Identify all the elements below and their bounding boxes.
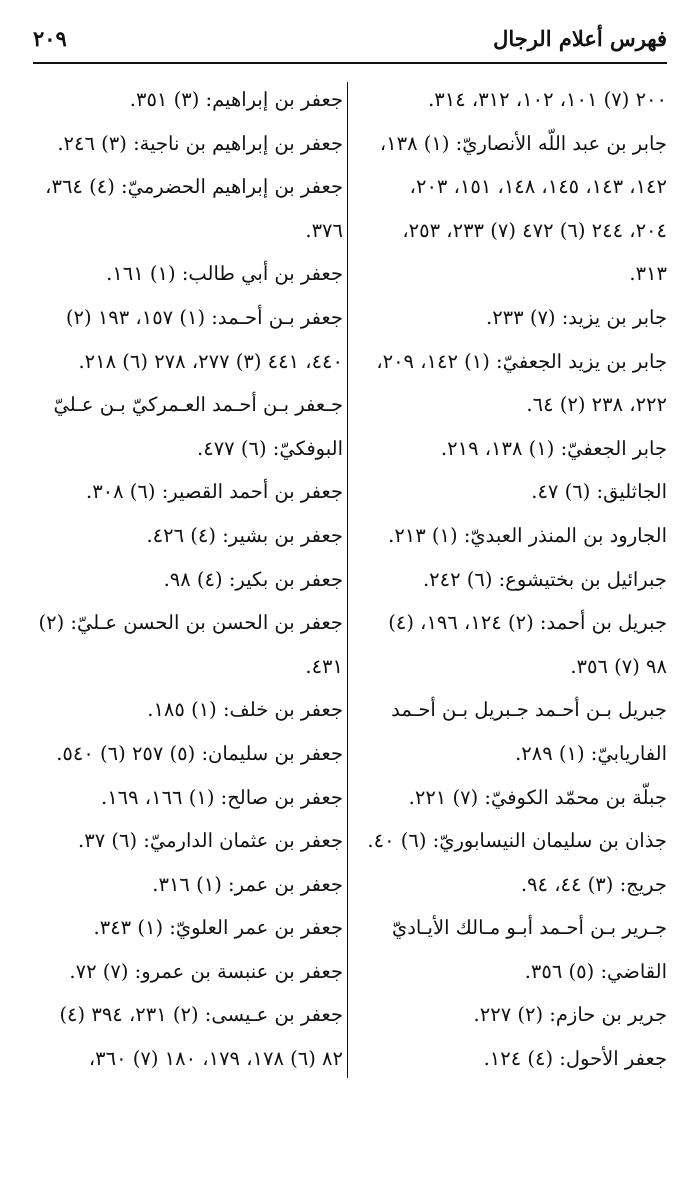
- index-line: جـرير بـن أحـمد أبـو مـالك الأيـاديّ: [391, 916, 667, 940]
- index-line: جعفر بن عثمان الدارميّ: (٦) ٣٧.: [78, 829, 343, 853]
- column-divider: [347, 82, 348, 1078]
- index-line: جرير بن حازم: (٢) ٢٢٧.: [473, 1003, 667, 1027]
- index-line: جبريل بـن أحـمد جـبريل بـن أحـمد: [391, 698, 667, 722]
- index-line: القاضي: (٥) ٣٥٦.: [524, 959, 667, 983]
- index-line: جعفر بن سليمان: (٥) ٢٥٧ (٦) ٥٤٠.: [56, 741, 343, 765]
- page-header: [33, 22, 667, 64]
- index-line: جعفر بن بكير: (٤) ٩٨.: [163, 567, 343, 591]
- index-line: ٣٧٦.: [305, 218, 343, 242]
- index-line: جابر بن يزيد الجعفيّ: (١) ١٤٢، ٢٠٩،: [376, 349, 667, 373]
- index-line: جعفر بن إبراهيم الحضرميّ: (٤) ٣٦٤،: [45, 175, 343, 199]
- index-line: جبلّة بن محمّد الكوفيّ: (٧) ٢٢١.: [408, 785, 667, 809]
- index-line: ٢٠٤، ٢٤٤ (٦) ٤٧٢ (٧) ٢٣٣، ٢٥٣،: [402, 218, 667, 242]
- index-line: جعفر بن إبراهيم: (٣) ٣٥١.: [129, 88, 343, 111]
- index-line: الجاثليق: (٦) ٤٧.: [531, 480, 667, 504]
- index-line: البوفكيّ: (٦) ٤٧٧.: [197, 436, 343, 460]
- index-line: جذان بن سليمان النيسابوريّ: (٦) ٤٠.: [367, 829, 667, 853]
- index-line: ٤٤٠، ٤٤١ (٣) ٢٧٧، ٢٧٨ (٦) ٢١٨.: [78, 349, 343, 373]
- index-line: جبريل بن أحمد: (٢) ١٢٤، ١٩٦، (٤): [388, 611, 667, 635]
- index-line: جعفر الأحول: (٤) ١٢٤.: [483, 1047, 667, 1071]
- index-line: ٢٠٠ (٧) ١٠١، ١٠٢، ٣١٢، ٣١٤.: [428, 88, 667, 111]
- index-line: الجارود بن المنذر العبديّ: (١) ٢١٣.: [388, 523, 667, 547]
- index-line: جعفر بن عنبسة بن عمرو: (٧) ٧٢.: [69, 959, 343, 983]
- index-line: جعفر بن عـيسى: (٢) ٢٣١، ٣٩٤ (٤): [59, 1003, 343, 1027]
- index-column-left: [33, 78, 343, 1081]
- index-line: جريج: (٣) ٤٤، ٩٤.: [520, 872, 667, 896]
- index-line: جابر بن يزيد: (٧) ٢٣٣.: [486, 305, 667, 329]
- index-line: جابر بن عبد اللّه الأنصاريّ: (١) ١٣٨،: [379, 131, 667, 155]
- index-line: جعفر بن إبراهيم بن ناجية: (٣) ٢٤٦.: [57, 131, 343, 155]
- index-line: جعفر بـن أحـمد: (١) ١٥٧، ١٩٣ (٢): [65, 305, 343, 329]
- running-title: فهرس أعلام الرجال: [493, 26, 667, 51]
- index-line: ٢٢٢، ٢٣٨ (٢) ٦٤.: [526, 393, 667, 417]
- index-line: جعفر بن الحسن بن الحسن عـليّ: (٢): [38, 611, 343, 635]
- index-line: جابر الجعفيّ: (١) ١٣٨، ٢١٩.: [440, 436, 667, 460]
- page-number: ٢٠٩: [33, 26, 67, 51]
- index-line: جعفر بن عمر العلويّ: (١) ٣٤٣.: [93, 916, 343, 940]
- index-line: جبرائيل بن بختيشوع: (٦) ٢٤٢.: [422, 567, 667, 591]
- index-line: الفاريابيّ: (١) ٢٨٩.: [515, 741, 667, 765]
- index-line: ٤٣١.: [305, 654, 343, 678]
- index-line: جـعفر بـن أحـمد العـمركيّ بـن عـليّ: [53, 393, 343, 417]
- index-line: ١٤٢، ١٤٣، ١٤٥، ١٤٨، ١٥١، ٢٠٣،: [409, 175, 667, 199]
- index-line: جعفر بن صالح: (١) ١٦٦، ١٦٩.: [100, 785, 343, 809]
- index-line: جعفر بن أحمد القصير: (٦) ٣٠٨.: [85, 480, 343, 504]
- index-line: جعفر بن خلف: (١) ١٨٥.: [147, 698, 343, 722]
- index-line: ٩٨ (٧) ٣٥٦.: [570, 654, 667, 678]
- index-line: جعفر بن أبي طالب: (١) ١٦١.: [106, 262, 343, 286]
- index-line: جعفر بن بشير: (٤) ٤٢٦.: [146, 523, 343, 547]
- index-column-right: [357, 78, 667, 1081]
- index-line: ٨٢ (٦) ١٧٨، ١٧٩، ١٨٠ (٧) ٣٦٠،: [88, 1047, 343, 1071]
- index-line: جعفر بن عمر: (١) ٣١٦.: [152, 872, 343, 896]
- index-line: ٣١٣.: [629, 262, 667, 286]
